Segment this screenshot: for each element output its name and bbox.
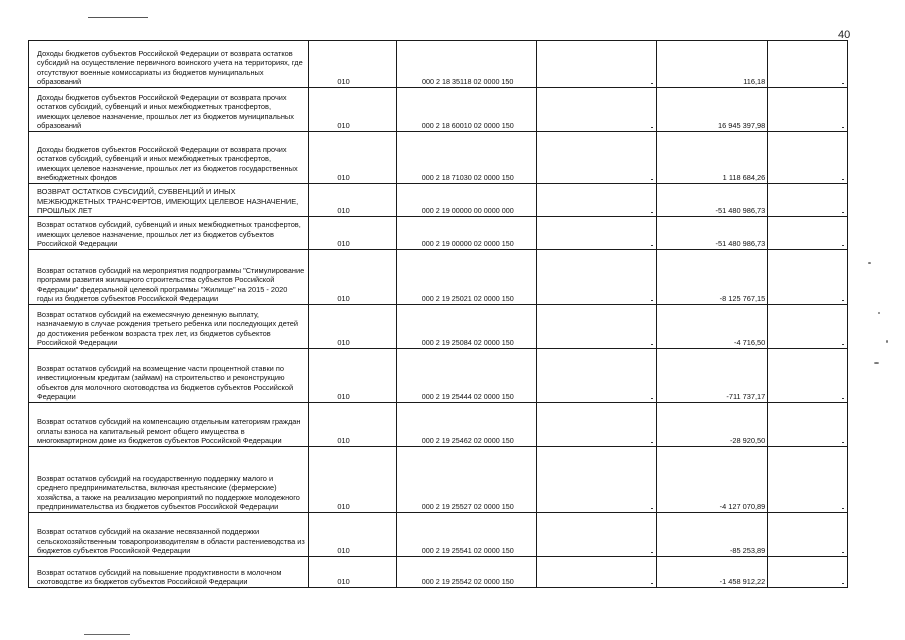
table-row	[29, 403, 848, 447]
row-empty-cell	[768, 132, 848, 184]
row-amount: 1 118 684,26	[657, 132, 768, 184]
row-name: Возврат остатков субсидий на ежемесячную денежную выплату, назначаемую в случае рождения третьего ребенка или последующих детей до достижения ребенком возраста трех лет, из бюджетов субъектов Российской Федерации	[29, 305, 309, 349]
row-name: Доходы бюджетов субъектов Российской Федерации от возврата прочих остатков субсидий, субвенций и иных межбюджетных трансфертов, имеющих целевое назначение, прошлых лет из бюджетов муниципальных образований	[29, 88, 309, 132]
table-row	[29, 250, 848, 305]
row-empty-cell	[537, 41, 657, 88]
budget-report-table	[28, 40, 848, 588]
row-empty-cell	[768, 557, 848, 588]
row-line-code: 010	[309, 349, 397, 403]
table-row	[29, 88, 848, 132]
row-empty-cell	[768, 349, 848, 403]
table-row	[29, 349, 848, 403]
scan-top-rule	[88, 17, 148, 18]
row-empty-cell	[537, 88, 657, 132]
row-empty-cell	[768, 305, 848, 349]
table-row	[29, 184, 848, 217]
row-name: Доходы бюджетов субъектов Российской Федерации от возврата прочих остатков субсидий, субвенций и иных межбюджетных трансфертов, имеющих целевое назначение, прошлых лет из бюджетов государственных внебюджетных фондов	[29, 132, 309, 184]
scan-speck	[874, 362, 879, 364]
row-budget-code: 000 2 18 71030 02 0000 150	[397, 132, 537, 184]
row-name: Возврат остатков субсидий, субвенций и иных межбюджетных трансфертов, имеющих целевое назначение, прошлых лет из бюджетов субъектов Российской Федерации	[29, 217, 309, 250]
row-line-code: 010	[309, 447, 397, 513]
row-budget-code: 000 2 18 35118 02 0000 150	[397, 41, 537, 88]
row-empty-cell	[537, 557, 657, 588]
row-name: Возврат остатков субсидий на компенсацию отдельным категориям граждан оплаты взноса на капитальный ремонт общего имущества в многоквартирном доме из бюджетов субъектов Российской Федерации	[29, 403, 309, 447]
row-empty-cell	[768, 88, 848, 132]
row-line-code: 010	[309, 513, 397, 557]
row-empty-cell	[537, 132, 657, 184]
row-empty-cell	[537, 184, 657, 217]
row-line-code: 010	[309, 217, 397, 250]
row-line-code: 010	[309, 557, 397, 588]
row-name: Доходы бюджетов субъектов Российской Федерации от возврата остатков субсидий на осуществление первичного воинского учета на территориях, где отсутствуют военные комиссариаты из бюджетов муниципальных образований	[29, 41, 309, 88]
row-empty-cell	[537, 250, 657, 305]
row-empty-cell	[768, 250, 848, 305]
row-empty-cell	[768, 403, 848, 447]
row-budget-code: 000 2 19 25527 02 0000 150	[397, 447, 537, 513]
row-budget-code: 000 2 19 25541 02 0000 150	[397, 513, 537, 557]
row-empty-cell	[768, 41, 848, 88]
row-amount: -711 737,17	[657, 349, 768, 403]
table-row	[29, 447, 848, 513]
table-row	[29, 41, 848, 88]
row-line-code: 010	[309, 88, 397, 132]
table-row	[29, 217, 848, 250]
row-name: Возврат остатков субсидий на повышение продуктивности в молочном скотоводстве из бюджетов субъектов Российской Федерации	[29, 557, 309, 588]
scan-speck	[886, 340, 888, 343]
row-amount: 116,18	[657, 41, 768, 88]
row-empty-cell	[768, 184, 848, 217]
row-amount: 16 945 397,98	[657, 88, 768, 132]
row-line-code: 010	[309, 41, 397, 88]
row-empty-cell	[537, 217, 657, 250]
row-line-code: 010	[309, 132, 397, 184]
row-amount: -51 480 986,73	[657, 217, 768, 250]
row-empty-cell	[537, 305, 657, 349]
table-row	[29, 132, 848, 184]
row-line-code: 010	[309, 403, 397, 447]
table-row	[29, 513, 848, 557]
row-budget-code: 000 2 19 25444 02 0000 150	[397, 349, 537, 403]
row-amount: -51 480 986,73	[657, 184, 768, 217]
row-name: Возврат остатков субсидий на мероприятия подпрограммы "Стимулирование программ развития жилищного строительства субъектов Российской Федерации" федеральной целевой программы "Жилище" на 2015 - 2020 годы из бюджетов субъектов Российской Федерации	[29, 250, 309, 305]
table-row	[29, 557, 848, 588]
scan-speck	[878, 312, 880, 314]
row-empty-cell	[768, 447, 848, 513]
row-budget-code: 000 2 19 25084 02 0000 150	[397, 305, 537, 349]
row-budget-code: 000 2 19 00000 00 0000 000	[397, 184, 537, 217]
scan-bottom-rule	[84, 634, 130, 635]
row-empty-cell	[768, 513, 848, 557]
row-budget-code: 000 2 19 25462 02 0000 150	[397, 403, 537, 447]
row-budget-code: 000 2 19 25021 02 0000 150	[397, 250, 537, 305]
row-budget-code: 000 2 18 60010 02 0000 150	[397, 88, 537, 132]
row-name: Возврат остатков субсидий на государственную поддержку малого и среднего предпринимательства, включая крестьянские (фермерские) хозяйства, а также на реализацию мероприятий по поддержке молодежного предпринимательства из бюджетов субъектов Российской Федерации	[29, 447, 309, 513]
row-amount: -28 920,50	[657, 403, 768, 447]
row-name: ВОЗВРАТ ОСТАТКОВ СУБСИДИЙ, СУБВЕНЦИЙ И ИНЫХ МЕЖБЮДЖЕТНЫХ ТРАНСФЕРТОВ, ИМЕЮЩИХ ЦЕЛЕВОЕ НАЗНАЧЕНИЕ, ПРОШЛЫХ ЛЕТ	[29, 184, 309, 217]
row-line-code: 010	[309, 184, 397, 217]
row-name: Возврат остатков субсидий на возмещение части процентной ставки по инвестиционным кредитам (займам) на строительство и реконструкцию объектов для молочного скотоводства из бюджетов субъектов Российской Федерации	[29, 349, 309, 403]
row-amount: -8 125 767,15	[657, 250, 768, 305]
row-name: Возврат остатков субсидий на оказание несвязанной поддержки сельскохозяйственным товаропроизводителям в области растениеводства из бюджетов субъектов Российской Федерации	[29, 513, 309, 557]
row-line-code: 010	[309, 250, 397, 305]
row-empty-cell	[537, 403, 657, 447]
page-number: 40	[838, 29, 851, 41]
row-empty-cell	[537, 349, 657, 403]
row-amount: -4 716,50	[657, 305, 768, 349]
table-row	[29, 305, 848, 349]
row-amount: -1 458 912,22	[657, 557, 768, 588]
row-empty-cell	[768, 217, 848, 250]
scan-speck	[868, 262, 871, 264]
row-empty-cell	[537, 513, 657, 557]
row-amount: -85 253,89	[657, 513, 768, 557]
row-empty-cell	[537, 447, 657, 513]
row-budget-code: 000 2 19 25542 02 0000 150	[397, 557, 537, 588]
row-line-code: 010	[309, 305, 397, 349]
row-budget-code: 000 2 19 00000 02 0000 150	[397, 217, 537, 250]
row-amount: -4 127 070,89	[657, 447, 768, 513]
